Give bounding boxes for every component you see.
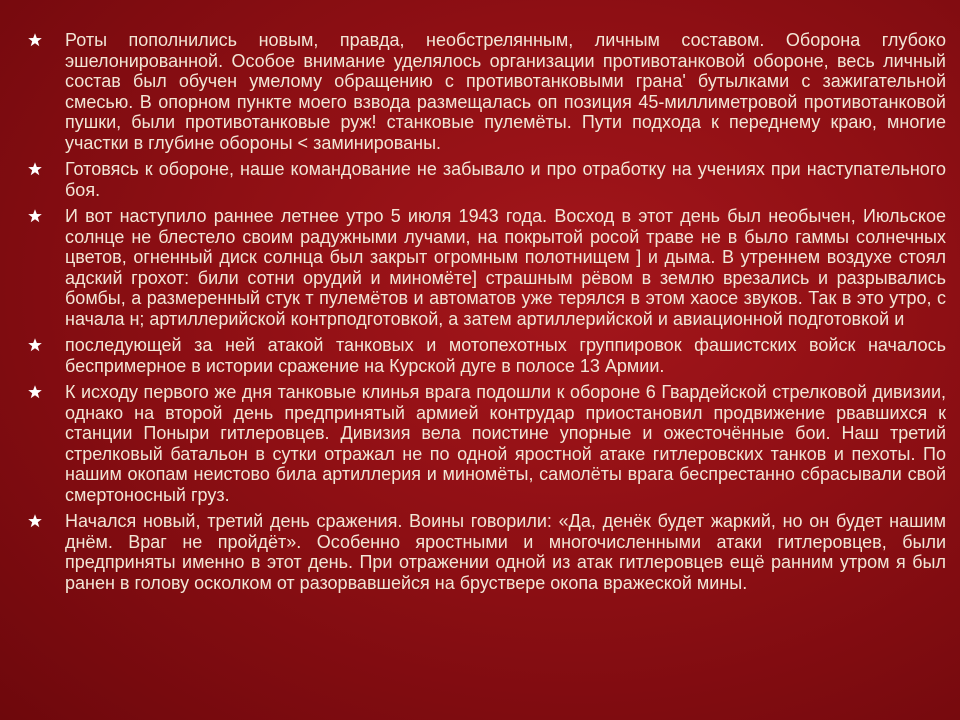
star-icon: [27, 513, 43, 529]
bullet-text: Начался новый, третий день сражения. Воины говорили: «Да, денёк будет жаркий, но он будет нашим днём. Враг не пройдёт». Особенно яростными и многочисленными атаки гитлеровцев, были предприняты именно в этот день. При отражении одной из атак гитлеровцев ещё ранним утром я был ранен в голову осколком от разорвавшейся на бруствере окопа вражеской мины.: [65, 511, 946, 593]
star-icon: [27, 161, 43, 177]
star-icon: [27, 32, 43, 48]
bullet-item-1: [0, 30, 946, 153]
bullet-item-5: [0, 382, 946, 505]
bullet-item-2: [0, 159, 946, 200]
star-icon: [27, 337, 43, 353]
star-icon: [27, 384, 43, 400]
bullet-text: И вот наступило раннее летнее утро 5 июля 1943 года. Восход в этот день был необычен, Июльское солнце не блестело своим радужными лучами, на покрытой росой траве не в было гаммы солнечных цветов, огненный диск солнца был закрыт огромным полотнищем ] и дыма. В утреннем воздухе стоял адский грохот: били сотни орудий и миномёте] страшным рёвом в землю врезались и разрывались бомбы, а размеренный стук т пулемётов и автоматов уже терялся в этом хаосе звуков. Так в это утро, с начала н; артиллерийской контрподготовкой, а затем артиллерийской и авиационной подготовкой и: [65, 206, 946, 329]
bullet-text: Готовясь к обороне, наше командование не забывало и про отработку на учениях при наступательного боя.: [65, 159, 946, 200]
star-icon: [27, 208, 43, 224]
bullet-text: К исходу первого же дня танковые клинья врага подошли к обороне 6 Гвардейской стрелковой дивизии, однако на второй день предпринятый армией контрудар приостановил продвижение рвавшихся к станции Поныри гитлеровцев. Дивизия вела поистине упорные и ожесточённые бои. Наш третий стрелковый батальон в сутки отражал не по одной яростной атаке гитлеровских танков и пехоты. По нашим окопам неистово била артиллерия и миномёты, самолёты врага беспрестанно сбрасывали свой смертоносный груз.: [65, 382, 946, 505]
bullet-item-4: [0, 335, 946, 376]
bullet-text: Роты пополнились новым, правда, необстрелянным, личным составом. Оборона глубоко эшелонированной. Особое внимание уделялось организации противотанковой обороне, весь личный состав был обучен умелому обращению с противотанковыми грана' бутылками с зажигательной смесью. В опорном пункте моего взвода размещалась оп позиция 45-миллиметровой противотанковой пушки, были противотанковые руж! станковые пулемёты. Пути подхода к переднему краю, многие участки в глубине обороны < заминированы.: [65, 30, 946, 153]
bullet-item-6: [0, 511, 946, 593]
bullet-item-3: [0, 206, 946, 329]
bullet-text: последующей за ней атакой танковых и мотопехотных группировок фашистских войск началось беспримерное в истории сражение на Курской дуге в полосе 13 Армии.: [65, 335, 946, 376]
bullet-list: [0, 30, 946, 593]
